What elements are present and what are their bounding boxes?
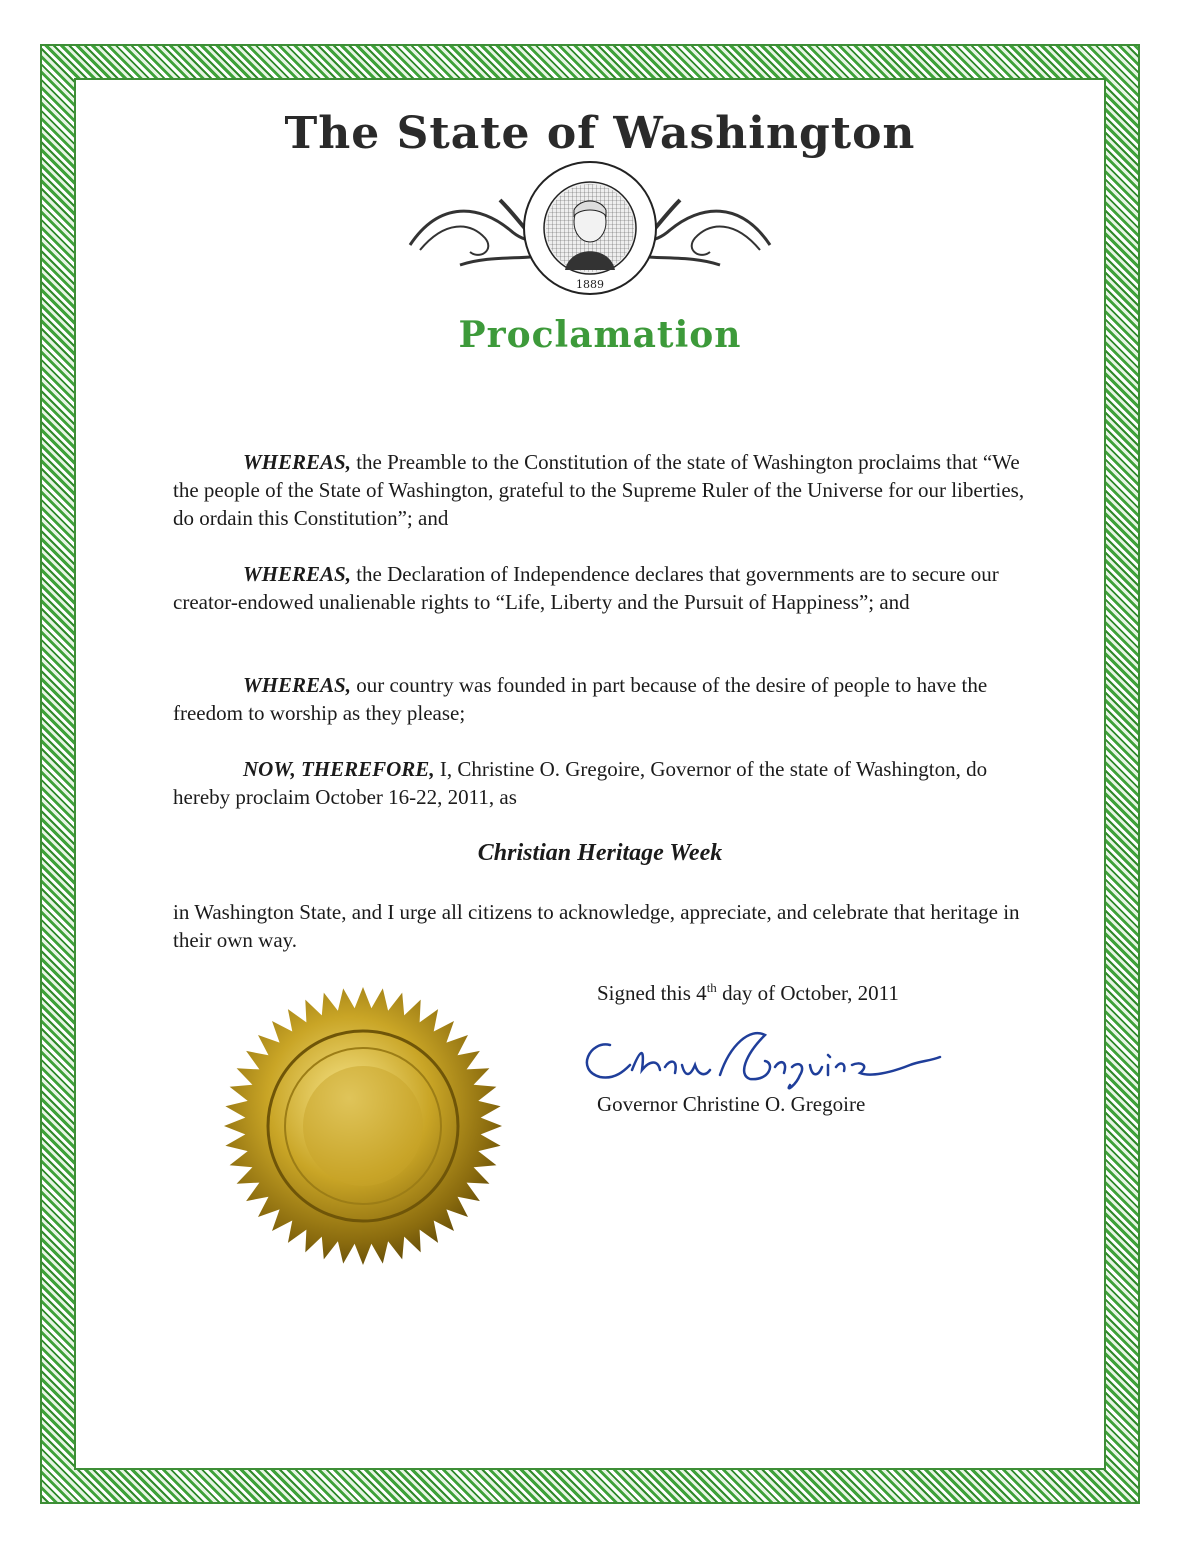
proclamation-heading: Proclamation	[458, 314, 742, 356]
paragraph-text: I, Christine O. Gregoire, Governor of the state of Washington, do hereby proclaim October 16-22, 2011, as	[173, 757, 988, 809]
paragraph-3	[173, 671, 1033, 727]
closing-paragraph	[173, 898, 1033, 954]
paragraph-4	[173, 755, 1033, 811]
governor-name: Governor Christine O. Gregoire	[597, 1092, 866, 1116]
paragraph-keyword: WHEREAS,	[243, 450, 351, 474]
gold-foil-seal	[222, 985, 504, 1267]
state-title: The State of Washington	[284, 108, 916, 159]
paragraph-2	[173, 560, 1033, 616]
paragraph-text: our country was founded in part because of the desire of people to have the freedom to worship as they please;	[173, 673, 988, 725]
state-seal	[400, 160, 780, 300]
closing-text: in Washington State, and I urge all citizens to acknowledge, appreciate, and celebrate that heritage in their own way.	[173, 900, 1020, 952]
state-seal-graphic	[400, 160, 780, 300]
seal-year: 1889	[576, 278, 604, 291]
paragraph-text: the Declaration of Independence declares that governments are to secure our creator-endowed unalienable rights to “Life, Liberty and the Pursuit of Happiness”; and	[173, 562, 999, 614]
gold-seal-graphic	[222, 985, 504, 1267]
signed-date	[597, 980, 899, 1006]
paragraph-keyword: WHEREAS,	[243, 673, 351, 697]
paragraph-1	[173, 448, 1033, 532]
signed-rest: day of October, 2011	[716, 981, 899, 1005]
signed-ordinal: th	[706, 980, 717, 995]
week-title: Christian Heritage Week	[477, 840, 723, 866]
paragraph-keyword: WHEREAS,	[243, 562, 351, 586]
paragraph-keyword: NOW, THEREFORE,	[243, 757, 435, 781]
signed-prefix: Signed this 4	[597, 981, 707, 1005]
governor-signature	[570, 1015, 950, 1095]
paragraph-text: the Preamble to the Constitution of the state of Washington proclaims that “We the people of the State of Washington, grateful to the Supreme Ruler of the Universe for our liberties, do ordain this Constitution”; and	[173, 450, 1025, 530]
signature-graphic	[570, 1015, 950, 1095]
